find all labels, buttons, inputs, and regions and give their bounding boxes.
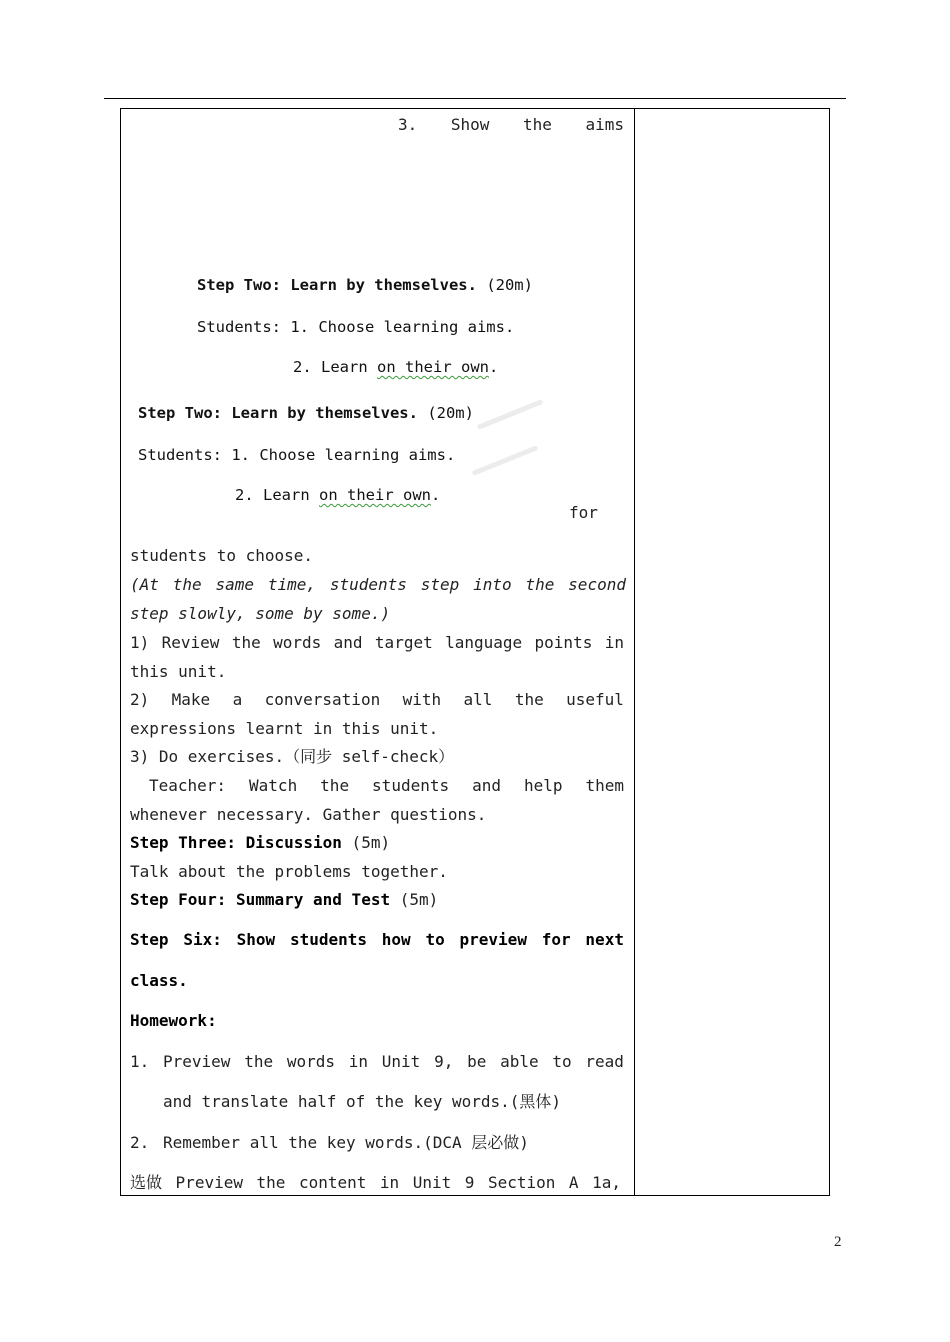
image-item-two: 2. Learn on their own. xyxy=(293,358,499,376)
teacher-line-2: whenever necessary. Gather questions. xyxy=(130,805,487,824)
review-line-1: 1) Review the words and target language points in xyxy=(130,633,624,652)
hw2-text: Remember all the key words.(DCA 层必做) xyxy=(163,1133,529,1152)
do-exercises: 3) Do exercises.（同步 self-check） xyxy=(130,747,455,766)
embedded-image xyxy=(125,262,630,514)
image-step-two-title: Step Two: Learn by themselves. (20m) xyxy=(138,404,474,422)
word: Show xyxy=(450,115,490,134)
make-line-1: 2) Make a conversation with all the useful xyxy=(130,690,624,709)
hw1-line-2: and translate half of the key words.(黑体) xyxy=(163,1092,562,1111)
image-students-line: Students: 1. Choose learning aims. xyxy=(138,446,456,464)
image-item-two: 2. Learn on their own. xyxy=(235,486,441,504)
for-word: for xyxy=(569,503,598,522)
review-line-2: this unit. xyxy=(130,662,227,681)
teacher-line-1: Teacher: Watch the students and help them xyxy=(149,776,624,795)
column-divider xyxy=(634,108,635,1196)
header-rule xyxy=(104,98,846,99)
note-line-1: (At the same time, students step into the second xyxy=(130,575,626,594)
note-line-2: step slowly, some by some.) xyxy=(130,604,391,623)
talk-line: Talk about the problems together. xyxy=(130,862,448,881)
watermark-mark xyxy=(477,399,544,430)
word: aims xyxy=(585,115,624,134)
hw1-line-1: Preview the words in Unit 9, be able to read xyxy=(163,1052,624,1071)
word: 3. xyxy=(398,115,418,134)
image-students-line: Students: 1. Choose learning aims. xyxy=(197,318,515,336)
image-step-two-title: Step Two: Learn by themselves. (20m) xyxy=(197,276,533,294)
watermark-mark xyxy=(472,445,539,476)
step-six-line-1: Step Six: Show students how to preview for next xyxy=(130,930,624,949)
homework-heading: Homework: xyxy=(130,1011,217,1030)
make-line-2: expressions learnt in this unit. xyxy=(130,719,439,738)
students-choose: students to choose. xyxy=(130,546,314,565)
hw2-number: 2. xyxy=(130,1133,150,1152)
step-six-line-2: class. xyxy=(130,971,188,990)
aims-line xyxy=(398,117,624,133)
hw1-number: 1. xyxy=(130,1052,150,1071)
step-three: Step Three: Discussion (5m) xyxy=(130,833,391,852)
word: the xyxy=(522,115,552,134)
optional-line: 选做 Preview the content in Unit 9 Section A 1a, xyxy=(130,1173,621,1192)
page-number: 2 xyxy=(834,1234,842,1250)
step-four: Step Four: Summary and Test (5m) xyxy=(130,890,439,909)
